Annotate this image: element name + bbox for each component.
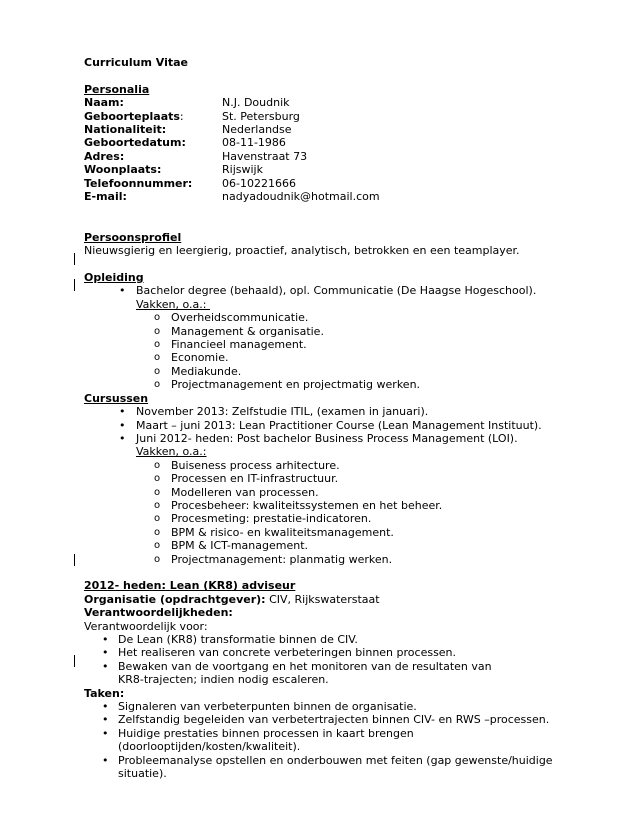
- verantwoordelijkheden-heading: Verantwoordelijkheden:: [84, 606, 233, 620]
- list-item: o Economie.: [84, 351, 584, 364]
- field-email: E-mail: nadyadoudnik@hotmail.com: [84, 190, 380, 204]
- field-naam: Naam: N.J. Doudnik: [84, 96, 290, 110]
- change-bar: [74, 253, 75, 265]
- field-geboortedatum: Geboortedatum: 08-11-1986: [84, 136, 286, 150]
- change-bar: [74, 655, 75, 667]
- list-item: o Buiseness process arhitecture.: [84, 459, 584, 472]
- list-item: o Procesmeting: prestatie-indicatoren.: [84, 512, 584, 525]
- cursussen-heading: Cursussen: [84, 391, 149, 405]
- opleiding-vakken-list: [84, 311, 584, 391]
- field-woonplaats: Woonplaats: Rijswijk: [84, 163, 263, 177]
- list-item: o Projectmanagement: planmatig werken.: [84, 553, 584, 566]
- change-bar: [74, 279, 75, 291]
- list-item: • Probleemanalyse opstellen en onderbouwen met feiten (gap gewenste/huidige situatie).: [84, 754, 558, 781]
- list-item: • Zelfstandig begeleiden van verbetertrajecten binnen CIV- en RWS –processen.: [84, 713, 584, 726]
- list-item: o Projectmanagement en projectmatig werken.: [84, 378, 584, 391]
- list-item: o BPM & risico- en kwaliteitsmanagement.: [84, 526, 584, 539]
- list-item: o Financieel management.: [84, 338, 584, 351]
- document-title: Curriculum Vitae: [84, 56, 189, 69]
- list-item: o Management & organisatie.: [84, 325, 584, 338]
- cursussen-list: [84, 405, 584, 445]
- profiel-heading: Persoonsprofiel: [84, 230, 182, 244]
- list-item: • Bachelor degree (behaald), opl. Communicatie (De Haagse Hogeschool).: [84, 284, 584, 297]
- list-item: • Huidige prestaties binnen processen in kaart brengen (doorlooptijden/kosten/kwaliteit).: [84, 727, 418, 754]
- werk-organisatie: Organisatie (opdrachtgever): CIV, Rijkswaterstaat: [84, 592, 380, 606]
- opleiding-list: [84, 284, 584, 297]
- list-item: • De Lean (KR8) transformatie binnen de CIV.: [84, 633, 584, 646]
- list-item: o Modelleren van processen.: [84, 486, 584, 499]
- taken-heading: Taken:: [84, 686, 125, 700]
- opleiding-heading: Opleiding: [84, 271, 144, 285]
- verantwoordelijkheden-list: [84, 633, 584, 687]
- cursussen-vakken-label: Vakken, o.a.:: [136, 445, 207, 459]
- list-item: • Signaleren van verbeterpunten binnen de organisatie.: [84, 700, 584, 713]
- field-adres: Adres: Havenstraat 73: [84, 149, 308, 163]
- list-item: o BPM & ICT-management.: [84, 539, 584, 552]
- list-item: • Bewaken van de voortgang en het monitoren van de resultaten van KR8-trajecten; indien nodig escaleren.: [84, 660, 518, 687]
- field-nationaliteit: Nationaliteit: Nederlandse: [84, 123, 292, 137]
- taken-list: [84, 700, 584, 780]
- personalia-heading: Personalia: [84, 82, 150, 96]
- field-geboorteplaats: Geboorteplaats: St. Petersburg: [84, 109, 300, 123]
- list-item: o Processen en IT-infrastructuur.: [84, 472, 584, 485]
- profiel-text: Nieuwsgierig en leergierig, proactief, analytisch, betrokken en een teamplayer.: [84, 244, 520, 258]
- email-link[interactable]: nadyadoudnik@hotmail.com: [222, 190, 380, 204]
- list-item: o Mediakunde.: [84, 365, 584, 378]
- cv-document: [84, 56, 584, 780]
- list-item: • Het realiseren van concrete verbeteringen binnen processen.: [84, 646, 584, 659]
- list-item: o Procesbeheer: kwaliteitssystemen en het beheer.: [84, 499, 584, 512]
- change-bar: [74, 554, 75, 566]
- opleiding-vakken-label: Vakken, o.a.:: [136, 297, 210, 311]
- list-item: • November 2013: Zelfstudie ITIL, (examen in januari).: [84, 405, 584, 418]
- list-item: • Juni 2012- heden: Post bachelor Business Process Management (LOI).: [84, 432, 584, 445]
- werk-heading: 2012- heden: Lean (KR8) adviseur: [84, 579, 296, 593]
- field-telefoonnummer: Telefoonnummer: 06-10221666: [84, 176, 296, 190]
- verantwoordelijkheden-intro: Verantwoordelijk voor:: [84, 619, 208, 633]
- cursussen-vakken-list: [84, 459, 584, 566]
- list-item: • Maart – juni 2013: Lean Practitioner Course (Lean Management Instituut).: [84, 419, 584, 432]
- list-item: o Overheidscommunicatie.: [84, 311, 584, 324]
